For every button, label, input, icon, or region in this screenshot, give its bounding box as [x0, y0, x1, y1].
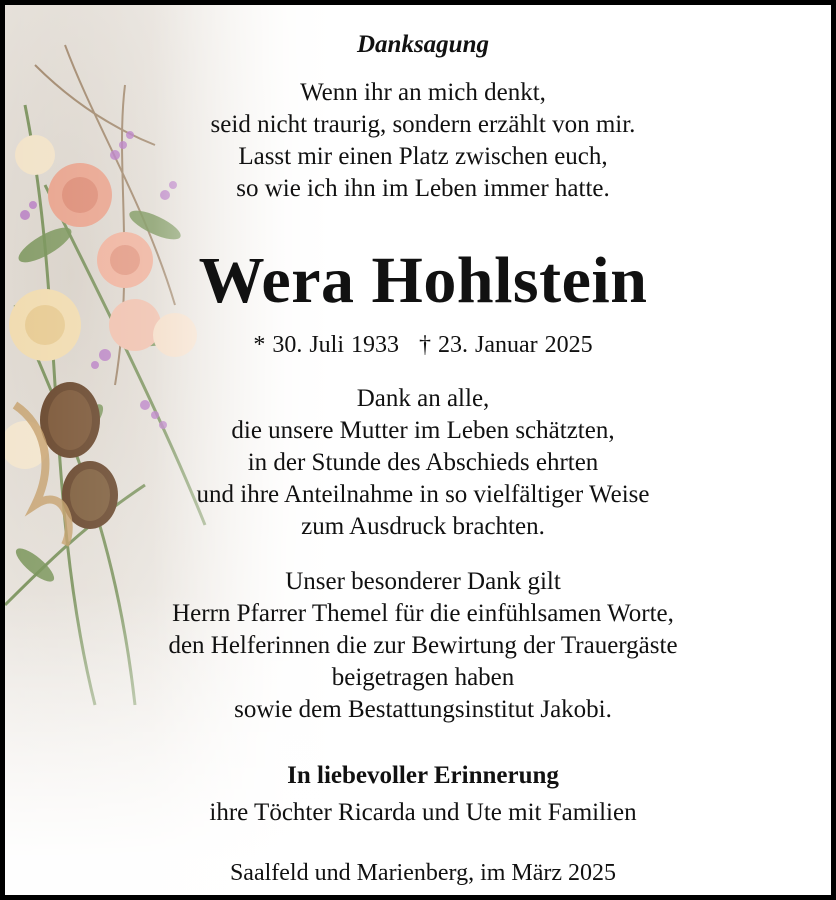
thanks-line: und ihre Anteilnahme in so vielfältiger Weise [196, 481, 650, 508]
thanks-line: in der Stunde des Abschieds ehrten [247, 449, 599, 476]
poem-line: so wie ich ihn im Leben immer hatte. [236, 175, 610, 202]
poem-line: Wenn ihr an mich denkt, [300, 79, 546, 106]
obituary-text [5, 5, 836, 900]
death-date: † 23. Januar 2025 [419, 332, 593, 358]
signature-title: In liebevoller Erinnerung [287, 762, 559, 789]
birth-date: * 30. Juli 1933 [253, 332, 400, 358]
deceased-name: Wera Hohlstein [198, 244, 648, 317]
poem-line: seid nicht traurig, sondern erzählt von mir. [210, 111, 636, 138]
special-thanks-line: sowie dem Bestattungsinstitut Jakobi. [234, 696, 612, 723]
life-dates [5, 332, 836, 359]
special-thanks-line: beigetragen haben [331, 664, 515, 691]
thanks-text [5, 383, 836, 543]
place-and-date: Saalfeld und Marienberg, im März 2025 [229, 860, 617, 886]
signature-names: ihre Töchter Ricarda und Ute mit Familien [209, 799, 637, 826]
thanks-line: Dank an alle, [356, 385, 490, 412]
thanks-line: die unsere Mutter im Leben schätzten, [231, 417, 615, 444]
thanks-line: zum Ausdruck brachten. [301, 513, 545, 540]
heading: Danksagung [357, 31, 489, 58]
poem [5, 77, 836, 205]
special-thanks-line: den Helferinnen die zur Bewirtung der Trauergäste [168, 632, 678, 659]
special-thanks-line: Herrn Pfarrer Themel für die einfühlsamen Worte, [172, 600, 674, 627]
poem-line: Lasst mir einen Platz zwischen euch, [238, 143, 608, 170]
special-thanks-line: Unser besonderer Dank gilt [285, 568, 561, 595]
special-thanks-text [5, 566, 836, 726]
